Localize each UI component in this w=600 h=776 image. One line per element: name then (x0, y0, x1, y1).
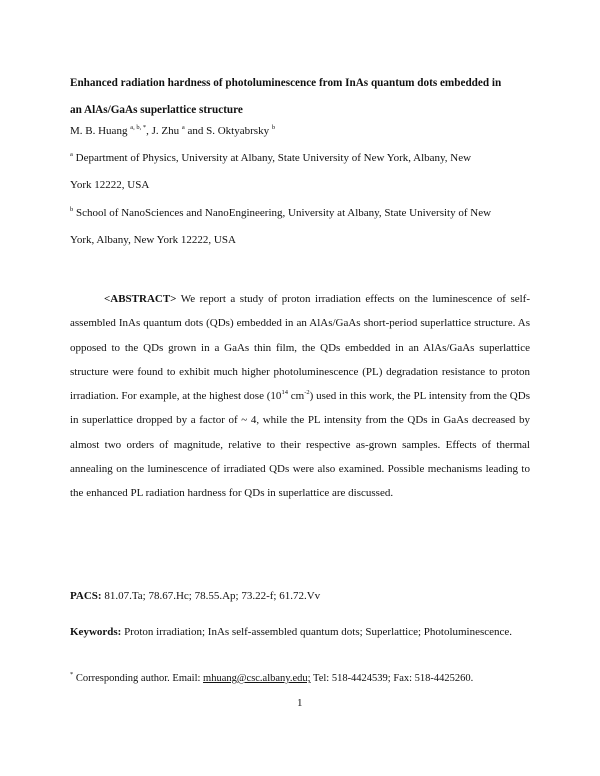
author-name: J. Zhu (151, 125, 180, 137)
keywords-line (70, 619, 530, 645)
abstract-sup: 14 (281, 389, 288, 397)
footnote-mark: * (70, 671, 74, 678)
abstract-text: We report a study of proton irradiation effects on the luminescence of self-assembled InAs quantum dots (QDs) embedded in an AlAs/GaAs short-period superlattice structure. As opposed to the QDs grown in a GaAs thin film, the QDs embedded in an AlAs/GaAs superlattice structure were found to exhibit much higher photoluminescence (PL) degradation resistance to proton irradiation. For example, at the highest dose (10 (70, 293, 530, 403)
affil-line: Department of Physics, University at Albany, State University of New York, Albany, New (75, 152, 472, 164)
keywords-value: Proton irradiation; InAs self-assembled quantum dots; Superlattice; Photoluminescence. (121, 626, 513, 638)
affiliation-b (70, 200, 530, 254)
title-line-2: an AlAs/GaAs superlattice structure (70, 104, 243, 116)
footnote-rest: Tel: 518-4424539; Fax: 518-4425260. (310, 673, 474, 684)
affil-line: York, Albany, New York 12222, USA (70, 234, 236, 246)
pacs-label: PACS: (70, 590, 102, 602)
abstract-text: cm (287, 390, 305, 403)
affil-mark: a (70, 151, 73, 158)
abstract (70, 287, 530, 506)
abstract-sup: -2 (304, 389, 310, 397)
author-affil-mark: b (271, 124, 276, 131)
author-affil-mark: a, b, * (130, 124, 147, 131)
footnote (70, 672, 530, 685)
affiliation-a (70, 145, 530, 199)
pacs-value: 81.07.Ta; 78.67.Hc; 78.55.Ap; 73.22-f; 61.72.Vv (101, 590, 321, 602)
affil-line: School of NanoSciences and NanoEngineering, University at Albany, State University of New (76, 207, 492, 219)
abstract-label: <ABSTRACT> (104, 293, 177, 305)
pacs-line (70, 590, 530, 603)
author-separator: , (146, 125, 152, 137)
page-number: 1 (297, 697, 303, 709)
footnote-text: Corresponding author. Email: (73, 673, 204, 684)
author-separator: and (184, 125, 207, 137)
title-line-1: Enhanced radiation hardness of photoluminescence from InAs quantum dots embedded in (70, 77, 502, 89)
abstract-text: ) used in this work, the PL intensity from the QDs in superlattice dropped by a factor of ~ 4, while the PL intensity from the QDs in GaAs decreased by almost two orders of magnitude, relative to their respective as-grown samples. Effects of thermal annealing on the luminescence of irradiated QDs were also examined. Possible mechanisms leading to the enhanced PL radiation hardness for QDs in superlattice are discussed. (70, 390, 530, 500)
affil-line: York 12222, USA (70, 179, 150, 191)
email-link[interactable]: mhuang@csc.albany.edu; (203, 673, 311, 684)
paper-title (70, 70, 530, 124)
author-list (70, 125, 530, 138)
keywords-label: Keywords: (70, 626, 122, 638)
author-affil-mark: a (181, 124, 185, 131)
affil-mark: b (70, 206, 74, 213)
author-name: S. Oktyabrsky (206, 125, 270, 137)
author-name: M. B. Huang (70, 125, 128, 137)
